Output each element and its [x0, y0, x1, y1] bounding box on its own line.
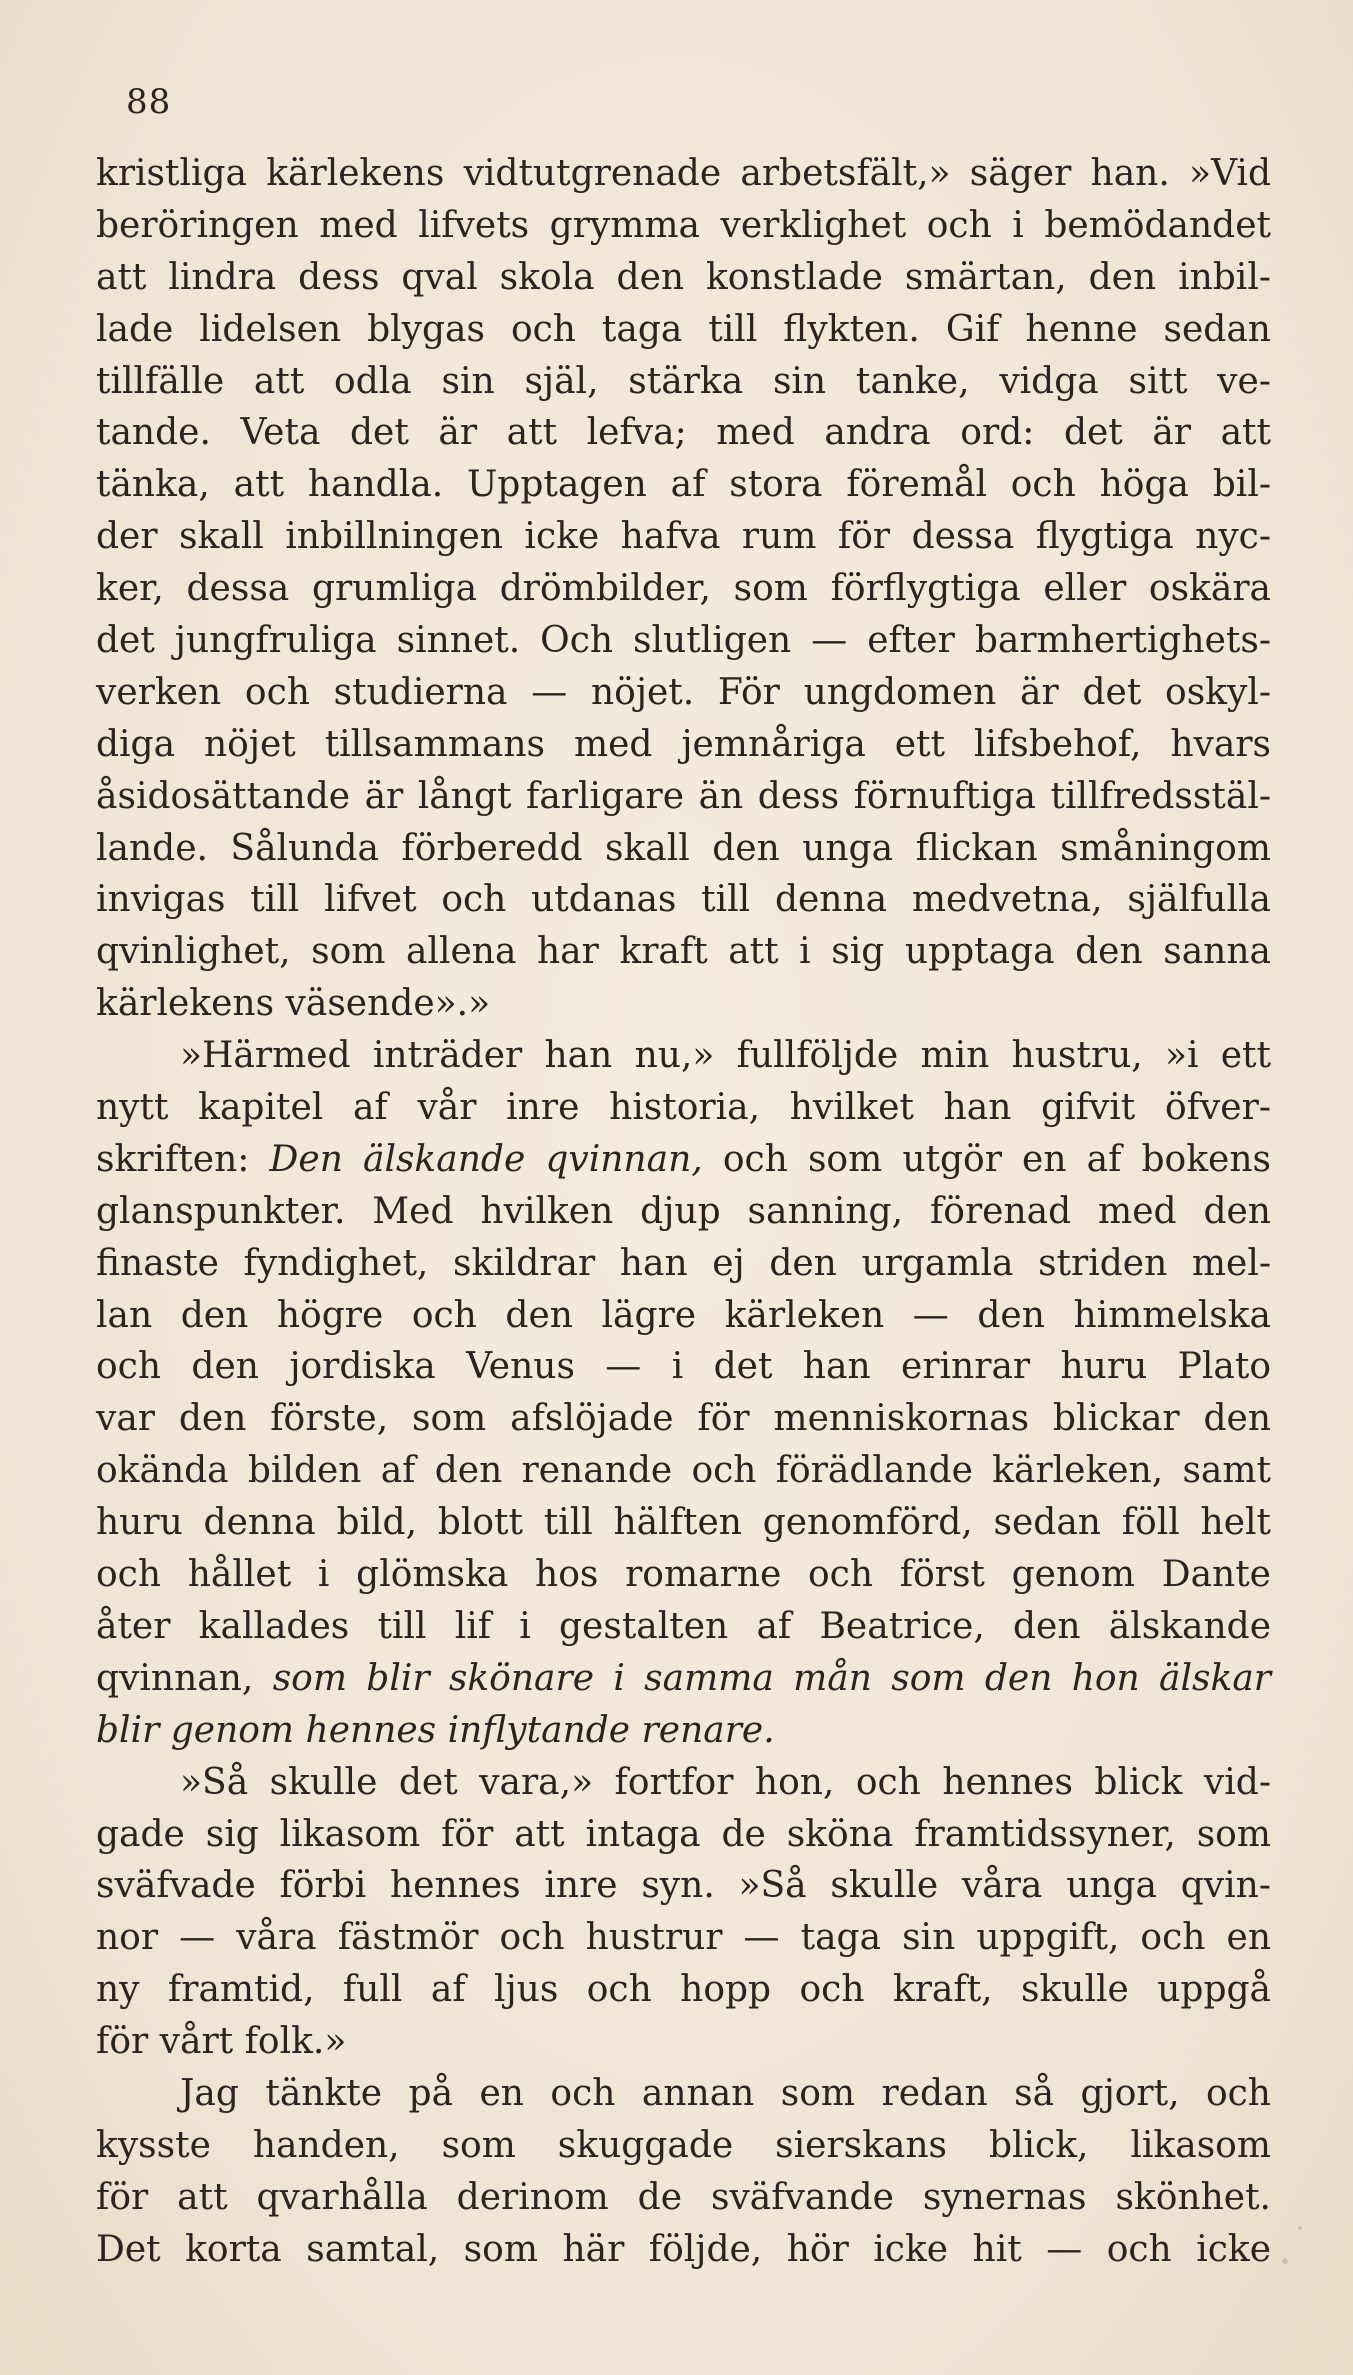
text-line: att lindra dess qval skola den konstlade smärtan, den inbil-	[96, 256, 1271, 298]
text-line: invigas till lifvet och utdanas till denna medvetna, själfulla	[96, 879, 1271, 921]
paper-speck	[1298, 2226, 1302, 2230]
text-line: gade sig likasom för att intaga de sköna framtidssyner, som	[96, 1813, 1271, 1855]
text-line: diga nöjet tillsammans med jemnåriga ett lifsbehof, hvars	[96, 723, 1271, 765]
text-line: för att qvarhålla derinom de sväfvande synernas skönhet.	[96, 2176, 1271, 2218]
text-line: och den jordiska Venus — i det han erinrar huru Plato	[96, 1346, 1271, 1388]
text-line: åsidosättande är långt farligare än dess förnuftiga tillfredsstäl-	[96, 775, 1271, 817]
text-line: kristliga kärlekens vidtutgrenade arbetsfält,» säger han. »Vid	[96, 153, 1271, 194]
italic-quote: som blir skönare i samma mån som den hon älskar	[272, 1657, 1271, 1699]
text-segment: qvinnan,	[96, 1657, 254, 1699]
text-line-with-italic	[96, 1134, 1271, 1186]
italic-title: Den älskande qvinnan,	[269, 1138, 703, 1180]
text-line: för vårt folk.»	[96, 2021, 347, 2063]
text-line: finaste fyndighet, skildrar han ej den urgamla striden mel-	[96, 1242, 1271, 1284]
italic-line: blir genom hennes inflytande renare.	[96, 1709, 775, 1751]
text-line: »Härmed inträder han nu,» fullföljde min hustru, »i ett	[180, 1035, 1271, 1077]
text-line: och hållet i glömska hos romarne och först genom Dante	[96, 1554, 1271, 1596]
text-segment: och som utgör en af bokens	[722, 1138, 1271, 1180]
text-line: tande. Veta det är att lefva; med andra ord: det är att	[96, 412, 1271, 454]
text-line: tillfälle att odla sin själ, stärka sin tanke, vidga sitt ve-	[96, 360, 1271, 402]
text-line: kysste handen, som skuggade sierskans blick, likasom	[96, 2124, 1271, 2166]
text-line: qvinlighet, som allena har kraft att i sig upptaga den sanna	[96, 931, 1271, 973]
text-line: »Så skulle det vara,» fortfor hon, och hennes blick vid-	[180, 1761, 1271, 1803]
text-line: beröringen med lifvets grymma verklighet och i bemödandet	[96, 204, 1271, 246]
text-line: ny framtid, full af ljus och hopp och kraft, skulle uppgå	[96, 1969, 1271, 2011]
text-line: nytt kapitel af vår inre historia, hvilket han gifvit öfver-	[96, 1087, 1271, 1129]
text-line: tänka, att handla. Upptagen af stora föremål och höga bil-	[96, 464, 1271, 506]
text-line: ker, dessa grumliga drömbilder, som förflygtiga eller oskära	[96, 568, 1271, 610]
text-line: åter kallades till lif i gestalten af Beatrice, den älskande	[96, 1605, 1271, 1647]
text-line: glanspunkter. Med hvilken djup sanning, förenad med den	[96, 1190, 1271, 1232]
text-line: der skall inbillningen icke hafva rum för dessa flygtiga nyc-	[96, 516, 1271, 558]
text-line-with-italic	[96, 1653, 1271, 1705]
text-line: kärlekens väsende».»	[96, 983, 491, 1025]
text-segment: skriften:	[96, 1138, 250, 1180]
text-line: huru denna bild, blott till hälften genomförd, sedan föll helt	[96, 1502, 1271, 1544]
page-number: 88	[126, 82, 172, 122]
text-line: lande. Sålunda förberedd skall den unga flickan småningom	[96, 827, 1271, 869]
text-line: lade lidelsen blygas och taga till flykten. Gif henne sedan	[96, 308, 1271, 350]
text-line: okända bilden af den renande och förädlande kärleken, samt	[96, 1450, 1271, 1492]
text-line: Det korta samtal, som här följde, hör icke hit — och icke	[96, 2228, 1271, 2270]
text-line: nor — våra fästmör och hustrur — taga sin uppgift, och en	[96, 1917, 1271, 1959]
text-line: verken och studierna — nöjet. För ungdomen är det oskyl-	[96, 671, 1271, 713]
body-text	[96, 148, 1271, 2276]
text-line: det jungfruliga sinnet. Och slutligen — efter barmhertighets-	[96, 620, 1271, 662]
text-line: Jag tänkte på en och annan som redan så gjort, och	[180, 2072, 1271, 2114]
text-line: sväfvade förbi hennes inre syn. »Så skulle våra unga qvin-	[96, 1865, 1271, 1907]
paper-speck	[1282, 2258, 1288, 2264]
text-line: lan den högre och den lägre kärleken — den himmelska	[96, 1294, 1271, 1336]
text-line: var den förste, som afslöjade för menniskornas blickar den	[96, 1398, 1271, 1440]
